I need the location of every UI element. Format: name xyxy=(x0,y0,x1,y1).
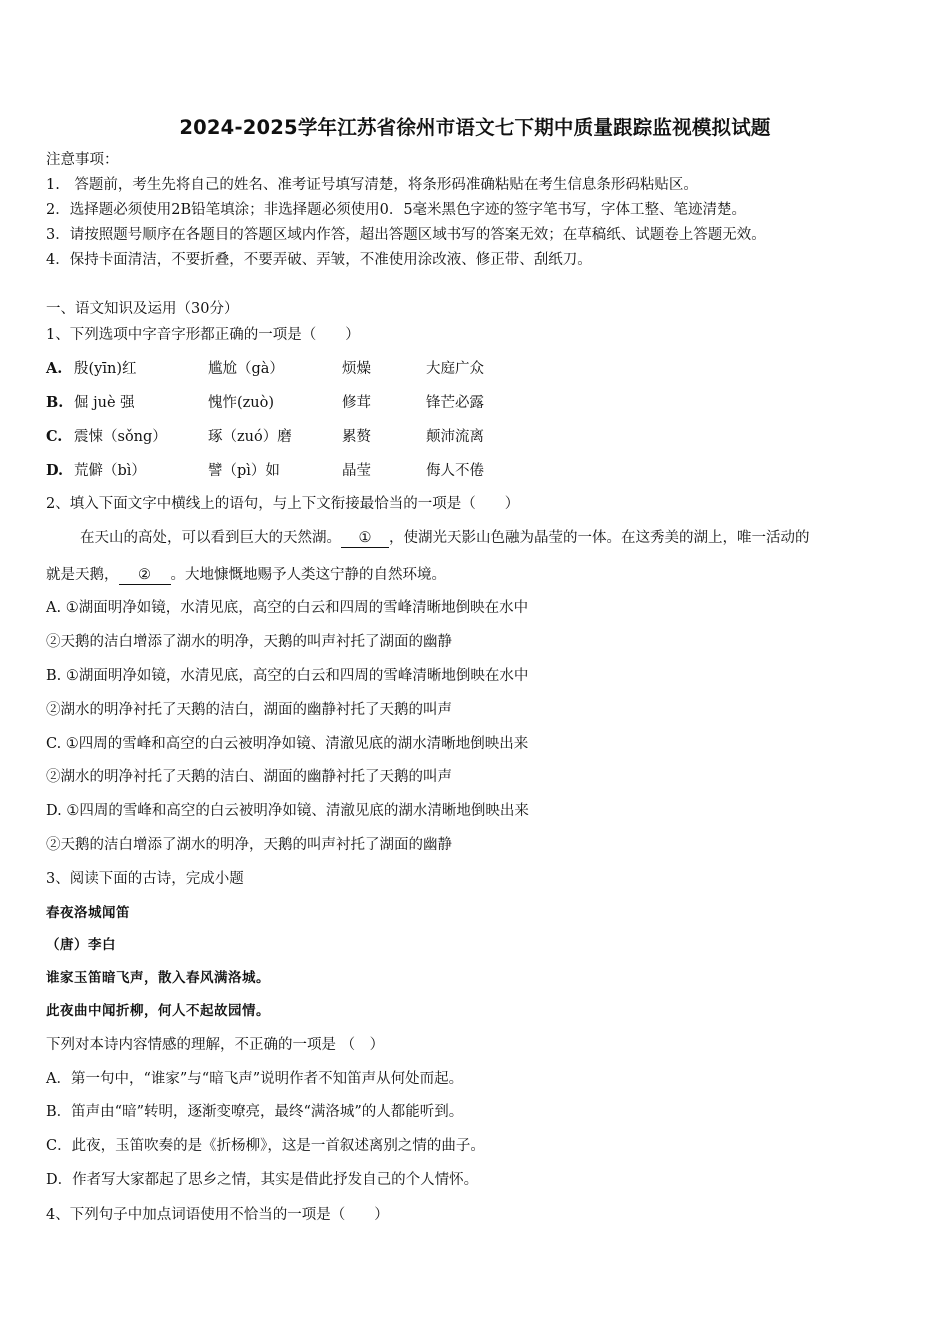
question-1-option-d: D. 荒僻（bì） 譬（pì）如 晶莹 侮人不倦 xyxy=(46,462,484,479)
blank-2: ② xyxy=(119,567,171,585)
section-heading: 一、语文知识及运用（30分） xyxy=(46,301,239,317)
notice-heading: 注意事项： xyxy=(46,152,119,168)
question-2-option-d-cont: ②天鹅的洁白增添了湖水的明净，天鹅的叫声衬托了湖面的幽静 xyxy=(46,837,452,853)
notice-item: 1. 答题前，考生先将自己的姓名、准考证号填写清楚，将条形码准确粘贴在考生信息条形码粘贴区。 xyxy=(46,177,698,193)
question-3-option-b: B．笛声由“暗”转明，逐渐变嘹亮，最终“满洛城”的人都能听到。 xyxy=(46,1104,464,1120)
question-1-option-b: B. 倔 juè 强 愧怍(zuò) 修茸 锋芒必露 xyxy=(46,394,484,411)
poem-line: 此夜曲中闻折柳，何人不起故园情。 xyxy=(46,1003,270,1019)
question-2-passage-line: 在天山的高处，可以看到巨大的天然湖。 ① ，使湖光天影山色融为晶莹的一体。在这秀美的湖上，唯一活动的 xyxy=(80,530,810,548)
question-2-option-a: A. ①湖面明净如镜，水清见底，高空的白云和四周的雪峰清晰地倒映在水中 xyxy=(46,600,529,616)
notice-item: 3．请按照题号顺序在各题目的答题区域内作答，超出答题区域书写的答案无效；在草稿纸、试题卷上答题无效。 xyxy=(46,227,766,243)
question-2-option-d: D. ①四周的雪峰和高空的白云被明净如镜、清澈见底的湖水清晰地倒映出来 xyxy=(46,803,529,819)
question-2-option-b: B. ①湖面明净如镜，水清见底，高空的白云和四周的雪峰清晰地倒映在水中 xyxy=(46,668,529,684)
question-2-option-a-cont: ②天鹅的洁白增添了湖水的明净，天鹅的叫声衬托了湖面的幽静 xyxy=(46,634,452,650)
question-4-stem: 4、下列句子中加点词语使用不恰当的一项是（ ） xyxy=(46,1207,389,1223)
notice-item: 2．选择题必须使用2B铅笔填涂；非选择题必须使用0．5毫米黑色字迹的签字笔书写，字体工整、笔迹清楚。 xyxy=(46,202,747,218)
exam-title: 2024-2025学年江苏省徐州市语文七下期中质量跟踪监视模拟试题 xyxy=(179,116,771,139)
notice-item: 4．保持卡面清洁，不要折叠，不要弄破、弄皱，不准使用涂改液、修正带、刮纸刀。 xyxy=(46,252,592,268)
poem-author: （唐）李白 xyxy=(46,937,116,953)
question-3-option-a: A．第一句中，“谁家”与“暗飞声”说明作者不知笛声从何处而起。 xyxy=(46,1071,464,1087)
question-1-option-c: C. 震悚（sǒng） 琢（zuó）磨 累赘 颠沛流离 xyxy=(46,428,484,445)
question-2-option-c-cont: ②湖水的明净衬托了天鹅的洁白、湖面的幽静衬托了天鹅的叫声 xyxy=(46,769,452,785)
blank-1: ① xyxy=(341,530,389,548)
question-2-passage-line: 就是天鹅， ② 。大地慷慨地赐予人类这宁静的自然环境。 xyxy=(46,567,446,585)
question-2-stem: 2、填入下面文字中横线上的语句，与上下文衔接最恰当的一项是（ ） xyxy=(46,496,520,512)
question-3-sub-stem: 下列对本诗内容情感的理解，不正确的一项是 （ ） xyxy=(46,1037,385,1053)
poem-line: 谁家玉笛暗飞声，散入春风满洛城。 xyxy=(46,970,270,986)
question-2-option-b-cont: ②湖水的明净衬托了天鹅的洁白，湖面的幽静衬托了天鹅的叫声 xyxy=(46,702,452,718)
poem-title: 春夜洛城闻笛 xyxy=(46,905,130,921)
question-2-option-c: C. ①四周的雪峰和高空的白云被明净如镜、清澈见底的湖水清晰地倒映出来 xyxy=(46,736,529,752)
question-3-option-c: C．此夜，玉笛吹奏的是《折杨柳》，这是一首叙述离别之情的曲子。 xyxy=(46,1138,485,1154)
question-3-option-d: D．作者写大家都起了思乡之情，其实是借此抒发自己的个人情怀。 xyxy=(46,1172,479,1188)
question-1-option-a: A. 殷(yīn)红 尴尬（gà） 烦燥 大庭广众 xyxy=(46,360,484,377)
question-1-stem: 1、下列选项中字音字形都正确的一项是（ ） xyxy=(46,327,360,343)
question-3-stem: 3、阅读下面的古诗，完成小题 xyxy=(46,871,244,887)
